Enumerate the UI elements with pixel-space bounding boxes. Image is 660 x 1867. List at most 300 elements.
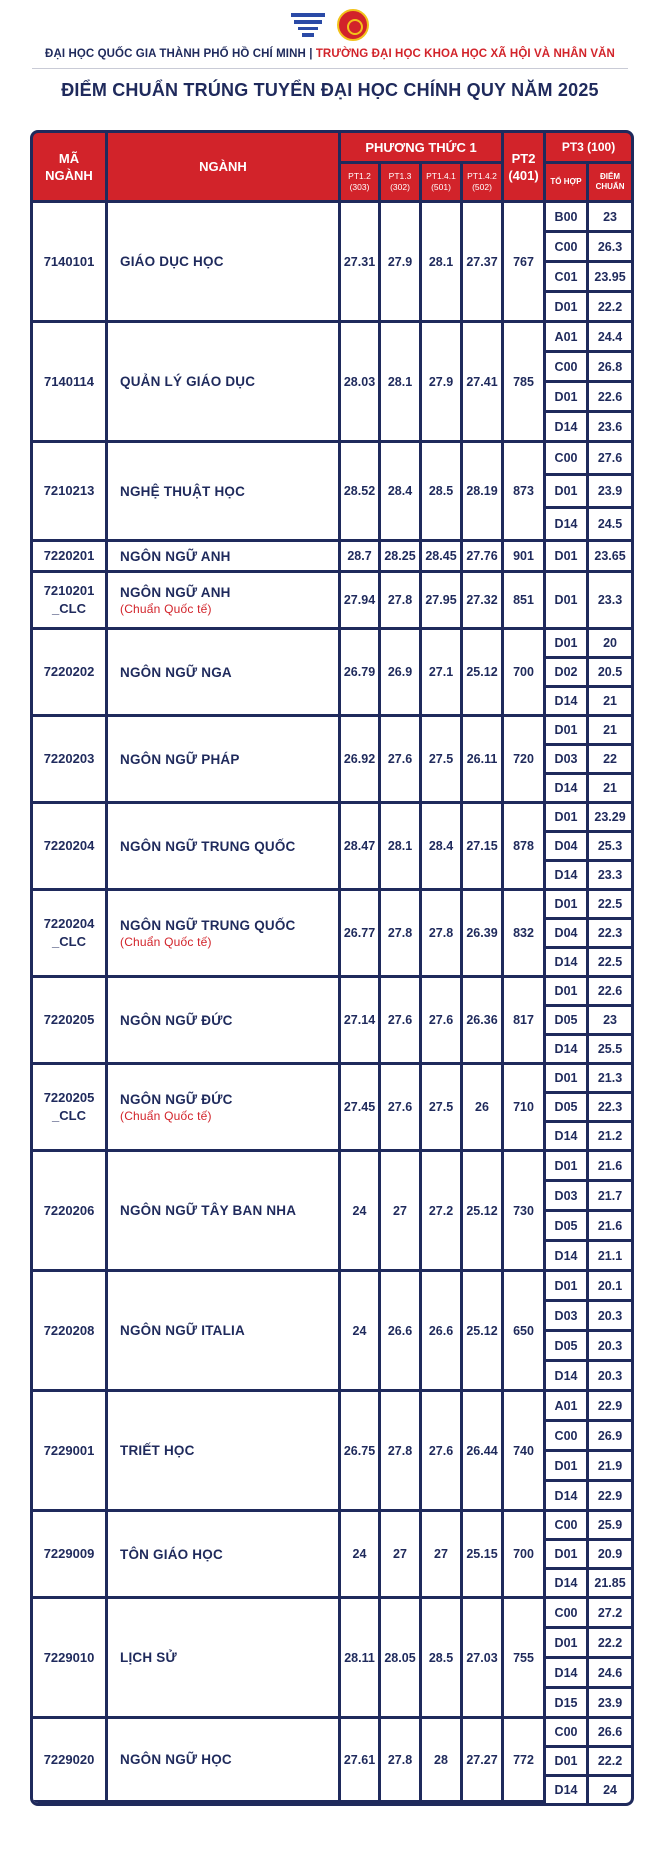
- nganh-cell: [108, 203, 341, 323]
- diem-chuan-cell: 23: [589, 1007, 631, 1036]
- pt13-score: 27.8: [381, 1719, 422, 1803]
- nganh-cell: [108, 891, 341, 978]
- to-hop-cell: D14: [546, 413, 589, 443]
- to-hop-cell: D01: [546, 1629, 589, 1659]
- to-hop-cell: C01: [546, 263, 589, 293]
- ma-nganh-cell: [33, 630, 108, 717]
- pt13-score: 27.6: [381, 1065, 422, 1152]
- ma-nganh-cell: [33, 1719, 108, 1803]
- to-hop-cell: D01: [546, 1065, 589, 1094]
- to-hop-cell: D03: [546, 1182, 589, 1212]
- to-hop-cell: D01: [546, 383, 589, 413]
- pt2-score: 878: [504, 804, 546, 891]
- pt142-score: 27.32: [463, 573, 504, 630]
- nganh-cell: [108, 1599, 341, 1719]
- to-hop-cell: D03: [546, 1302, 589, 1332]
- pt141-score: 28.45: [422, 542, 463, 573]
- pt12-score: 27.31: [341, 203, 381, 323]
- pt141-score: 27.1: [422, 630, 463, 717]
- table-row-sub: [33, 1599, 631, 1629]
- to-hop-cell: D01: [546, 1272, 589, 1302]
- pt2-score: 720: [504, 717, 546, 804]
- nganh-name: NGÔN NGỮ ANH: [120, 548, 231, 564]
- diem-chuan-cell: 22.9: [589, 1482, 631, 1512]
- diem-chuan-cell: 22.2: [589, 1748, 631, 1777]
- ma-nganh-text: 7210201 _CLC: [43, 583, 95, 616]
- pt142-score: 27.41: [463, 323, 504, 443]
- nganh-cell: [108, 1272, 341, 1392]
- nganh-note: (Chuẩn Quốc tế): [120, 1108, 212, 1123]
- header-pt141-line2: (501): [431, 182, 451, 192]
- diem-chuan-cell: 23.3: [589, 573, 631, 630]
- to-hop-cell: C00: [546, 1719, 589, 1748]
- diem-chuan-cell: 23.65: [589, 542, 631, 573]
- pt142-score: 28.19: [463, 443, 504, 542]
- ma-nganh-cell: [33, 978, 108, 1065]
- table-row-sub: [33, 203, 631, 233]
- diem-chuan-cell: 21.9: [589, 1452, 631, 1482]
- diem-chuan-cell: 22.9: [589, 1392, 631, 1422]
- nganh-name: QUẢN LÝ GIÁO DỤC: [120, 374, 256, 389]
- ma-nganh-cell: [33, 804, 108, 891]
- nganh-note: (Chuẩn Quốc tế): [120, 934, 212, 949]
- nganh-name: NGÔN NGỮ PHÁP: [120, 751, 240, 767]
- header-pt3: PT3 (100): [546, 133, 631, 164]
- ma-nganh-cell: [33, 443, 108, 542]
- ma-nganh-text: 7220205: [43, 1012, 95, 1027]
- school-name: TRƯỜNG ĐẠI HỌC KHOA HỌC XÃ HỘI VÀ NHÂN VĂN: [315, 48, 615, 60]
- to-hop-cell: D05: [546, 1094, 589, 1123]
- header-pt13: [381, 164, 422, 203]
- nganh-cell: [108, 443, 341, 542]
- pt12-score: 26.92: [341, 717, 381, 804]
- table-row-sub: [33, 1152, 631, 1182]
- header-diem-line1: ĐIỂM: [600, 172, 621, 181]
- diem-chuan-cell: 22.2: [589, 293, 631, 323]
- to-hop-cell: D04: [546, 833, 589, 862]
- table-row-sub: [33, 891, 631, 920]
- ma-nganh-cell: [33, 1065, 108, 1152]
- pt141-score: 27.2: [422, 1152, 463, 1272]
- ma-nganh-text: 7220205 _CLC: [43, 1090, 95, 1123]
- to-hop-cell: D01: [546, 1452, 589, 1482]
- header-pt2: [504, 133, 546, 203]
- score-table-wrapper: [30, 130, 634, 1806]
- to-hop-cell: D14: [546, 775, 589, 804]
- diem-chuan-cell: 23.9: [589, 476, 631, 509]
- to-hop-cell: D14: [546, 1570, 589, 1599]
- pt141-score: 27: [422, 1512, 463, 1599]
- nganh-name: NGÔN NGỮ TRUNG QUỐC: [120, 838, 296, 854]
- nganh-cell: [108, 323, 341, 443]
- ma-nganh-cell: [33, 1272, 108, 1392]
- to-hop-cell: D01: [546, 476, 589, 509]
- pt141-score: 28.5: [422, 443, 463, 542]
- logo-bar: [0, 8, 660, 42]
- to-hop-cell: D01: [546, 1748, 589, 1777]
- ma-nganh-cell: [33, 573, 108, 630]
- nganh-note: (Chuẩn Quốc tế): [120, 601, 212, 616]
- pt2-score: 785: [504, 323, 546, 443]
- pt142-score: 26.36: [463, 978, 504, 1065]
- to-hop-cell: D04: [546, 920, 589, 949]
- to-hop-cell: D14: [546, 1123, 589, 1152]
- diem-chuan-cell: 22.2: [589, 1629, 631, 1659]
- pt2-score: 817: [504, 978, 546, 1065]
- pt142-score: 27.37: [463, 203, 504, 323]
- pt12-score: 24: [341, 1272, 381, 1392]
- diem-chuan-cell: 21: [589, 717, 631, 746]
- ussh-seal-icon: [337, 9, 369, 41]
- pt142-score: 25.12: [463, 1152, 504, 1272]
- nganh-cell: [108, 1512, 341, 1599]
- pt13-score: 28.1: [381, 323, 422, 443]
- pt13-score: 28.4: [381, 443, 422, 542]
- header-pt12-line1: PT1.2: [348, 171, 371, 181]
- header-pt2-line2: (401): [508, 167, 539, 183]
- pt142-score: 25.15: [463, 1512, 504, 1599]
- diem-chuan-cell: 25.5: [589, 1036, 631, 1065]
- diem-chuan-cell: 22.3: [589, 920, 631, 949]
- pt141-score: 28.4: [422, 804, 463, 891]
- to-hop-cell: C00: [546, 1422, 589, 1452]
- table-row-sub: [33, 717, 631, 746]
- pt141-score: 27.8: [422, 891, 463, 978]
- pt13-score: 27.8: [381, 891, 422, 978]
- nganh-name: NGÔN NGỮ TRUNG QUỐC: [120, 917, 296, 933]
- nganh-name: TRIẾT HỌC: [120, 1443, 195, 1458]
- ma-nganh-text: 7220203: [43, 751, 95, 766]
- table-row-sub: [33, 630, 631, 659]
- table-row-sub: [33, 1719, 631, 1748]
- nganh-cell: [108, 717, 341, 804]
- pt141-score: 27.95: [422, 573, 463, 630]
- diem-chuan-cell: 22.6: [589, 978, 631, 1007]
- nganh-name: NGÔN NGỮ ĐỨC: [120, 1012, 233, 1028]
- pt2-score: 851: [504, 573, 546, 630]
- to-hop-cell: D14: [546, 1777, 589, 1803]
- to-hop-cell: D15: [546, 1689, 589, 1719]
- pt12-score: 28.03: [341, 323, 381, 443]
- header-diem-chuan: [589, 164, 631, 203]
- pt141-score: 28.5: [422, 1599, 463, 1719]
- pt13-score: 27.8: [381, 573, 422, 630]
- nganh-name: LỊCH SỬ: [120, 1650, 177, 1665]
- pt142-score: 27.27: [463, 1719, 504, 1803]
- pt13-score: 27: [381, 1512, 422, 1599]
- pt2-score: 832: [504, 891, 546, 978]
- pt141-score: 27.5: [422, 717, 463, 804]
- diem-chuan-cell: 21.3: [589, 1065, 631, 1094]
- pt2-score: 700: [504, 630, 546, 717]
- nganh-name: GIÁO DỤC HỌC: [120, 254, 224, 269]
- table-row-sub: [33, 323, 631, 353]
- ma-nganh-cell: [33, 542, 108, 573]
- pt2-score: 901: [504, 542, 546, 573]
- pt2-score: 650: [504, 1272, 546, 1392]
- to-hop-cell: D14: [546, 1482, 589, 1512]
- nganh-cell: [108, 542, 341, 573]
- ma-nganh-cell: [33, 891, 108, 978]
- diem-chuan-cell: 24.5: [589, 509, 631, 542]
- header-separator: |: [309, 48, 313, 60]
- ma-nganh-text: 7220202: [43, 664, 95, 679]
- ma-nganh-cell: [33, 203, 108, 323]
- ma-nganh-cell: [33, 1152, 108, 1272]
- to-hop-cell: D01: [546, 891, 589, 920]
- pt12-score: 27.94: [341, 573, 381, 630]
- pt142-score: 26.11: [463, 717, 504, 804]
- diem-chuan-cell: 27.2: [589, 1599, 631, 1629]
- ma-nganh-text: 7210213: [43, 483, 95, 498]
- pt13-score: 27: [381, 1152, 422, 1272]
- pt13-score: 27.9: [381, 203, 422, 323]
- university-name: ĐẠI HỌC QUỐC GIA THÀNH PHỐ HỒ CHÍ MINH: [45, 48, 306, 60]
- ma-nganh-text: 7140101: [43, 253, 95, 269]
- to-hop-cell: D14: [546, 862, 589, 891]
- vnu-logo-icon: [291, 13, 325, 37]
- to-hop-cell: D01: [546, 804, 589, 833]
- to-hop-cell: D01: [546, 293, 589, 323]
- ma-nganh-text: 7229001: [43, 1442, 95, 1458]
- page-title: ĐIỂM CHUẨN TRÚNG TUYỂN ĐẠI HỌC CHÍNH QUY NĂM 2025: [61, 80, 599, 100]
- header-ma-line1: MÃ: [58, 150, 80, 166]
- ma-nganh-cell: [33, 1512, 108, 1599]
- pt13-score: 27.6: [381, 978, 422, 1065]
- pt142-score: 26.39: [463, 891, 504, 978]
- nganh-cell: [108, 630, 341, 717]
- pt12-score: 28.52: [341, 443, 381, 542]
- pt142-score: 26.44: [463, 1392, 504, 1512]
- diem-chuan-cell: 23.3: [589, 862, 631, 891]
- diem-chuan-cell: 20.5: [589, 659, 631, 688]
- pt13-score: 26.9: [381, 630, 422, 717]
- to-hop-cell: D14: [546, 1362, 589, 1392]
- nganh-cell: [108, 573, 341, 630]
- table-header: [33, 133, 631, 203]
- table-row-sub: [33, 443, 631, 476]
- pt13-score: 28.05: [381, 1599, 422, 1719]
- pt2-score: 755: [504, 1599, 546, 1719]
- to-hop-cell: D01: [546, 717, 589, 746]
- diem-chuan-cell: 20.3: [589, 1362, 631, 1392]
- diem-chuan-cell: 26.8: [589, 353, 631, 383]
- nganh-name: NGÔN NGỮ HỌC: [120, 1752, 232, 1767]
- diem-chuan-cell: 20.9: [589, 1541, 631, 1570]
- table-row-sub: [33, 1392, 631, 1422]
- to-hop-cell: D14: [546, 1659, 589, 1689]
- ma-nganh-text: 7229010: [43, 1649, 95, 1665]
- pt2-score: 873: [504, 443, 546, 542]
- diem-chuan-cell: 27.6: [589, 443, 631, 476]
- to-hop-cell: D05: [546, 1007, 589, 1036]
- pt12-score: 27.14: [341, 978, 381, 1065]
- diem-chuan-cell: 20.3: [589, 1332, 631, 1362]
- to-hop-cell: B00: [546, 203, 589, 233]
- header-pt13-line2: (302): [390, 182, 410, 192]
- pt13-score: 28.25: [381, 542, 422, 573]
- ma-nganh-text: 7229009: [43, 1546, 95, 1561]
- nganh-cell: [108, 804, 341, 891]
- diem-chuan-cell: 21.85: [589, 1570, 631, 1599]
- table-row-sub: [33, 1065, 631, 1094]
- diem-chuan-cell: 21.6: [589, 1212, 631, 1242]
- ma-nganh-text: 7140114: [44, 373, 94, 389]
- to-hop-cell: D01: [546, 1541, 589, 1570]
- diem-chuan-cell: 23.9: [589, 1689, 631, 1719]
- to-hop-cell: A01: [546, 1392, 589, 1422]
- pt2-score: 740: [504, 1392, 546, 1512]
- diem-chuan-cell: 24: [589, 1777, 631, 1803]
- diem-chuan-cell: 22.5: [589, 949, 631, 978]
- table-row-sub: [33, 1272, 631, 1302]
- to-hop-cell: C00: [546, 443, 589, 476]
- diem-chuan-cell: 22.5: [589, 891, 631, 920]
- ma-nganh-text: 7220208: [43, 1322, 95, 1338]
- pt12-score: 28.7: [341, 542, 381, 573]
- to-hop-cell: D02: [546, 659, 589, 688]
- pt12-score: 24: [341, 1152, 381, 1272]
- pt141-score: 28.1: [422, 203, 463, 323]
- ma-nganh-cell: [33, 1392, 108, 1512]
- to-hop-cell: D14: [546, 688, 589, 717]
- pt141-score: 27.5: [422, 1065, 463, 1152]
- header-pt142-line1: PT1.4.2: [467, 171, 497, 181]
- diem-chuan-cell: 23.95: [589, 263, 631, 293]
- ma-nganh-text: 7220204 _CLC: [43, 916, 95, 949]
- pt13-score: 26.6: [381, 1272, 422, 1392]
- pt13-score: 28.1: [381, 804, 422, 891]
- diem-chuan-cell: 20.1: [589, 1272, 631, 1302]
- to-hop-cell: D05: [546, 1332, 589, 1362]
- pt142-score: 27.15: [463, 804, 504, 891]
- to-hop-cell: C00: [546, 1512, 589, 1541]
- pt12-score: 26.77: [341, 891, 381, 978]
- diem-chuan-cell: 25.9: [589, 1512, 631, 1541]
- nganh-name: NGÔN NGỮ ITALIA: [120, 1323, 245, 1338]
- table-row-sub: [33, 804, 631, 833]
- to-hop-cell: D01: [546, 630, 589, 659]
- header-to-hop: TỔ HỢP: [546, 164, 589, 203]
- pt141-score: 27.9: [422, 323, 463, 443]
- to-hop-cell: D14: [546, 1036, 589, 1065]
- nganh-name: NGÔN NGỮ ĐỨC: [120, 1091, 233, 1107]
- to-hop-cell: D01: [546, 542, 589, 573]
- nganh-cell: [108, 1719, 341, 1803]
- pt12-score: 24: [341, 1512, 381, 1599]
- diem-chuan-cell: 23: [589, 203, 631, 233]
- header-pt13-line1: PT1.3: [388, 171, 412, 181]
- header-pt2-line1: PT2: [511, 150, 536, 166]
- nganh-cell: [108, 1392, 341, 1512]
- header-divider: [32, 68, 628, 69]
- table-row-sub: [33, 573, 631, 630]
- pt2-score: 767: [504, 203, 546, 323]
- table-body: [33, 203, 631, 1803]
- pt141-score: 27.6: [422, 1392, 463, 1512]
- diem-chuan-cell: 26.6: [589, 1719, 631, 1748]
- university-line: [0, 48, 660, 60]
- pt13-score: 27.6: [381, 717, 422, 804]
- header-pt141-line1: PT1.4.1: [426, 171, 456, 181]
- nganh-name: NGÔN NGỮ TÂY BAN NHA: [120, 1203, 297, 1218]
- pt2-score: 730: [504, 1152, 546, 1272]
- to-hop-cell: D03: [546, 746, 589, 775]
- to-hop-cell: C00: [546, 1599, 589, 1629]
- diem-chuan-cell: 21: [589, 688, 631, 717]
- nganh-name: NGÔN NGỮ ANH: [120, 584, 231, 600]
- diem-chuan-cell: 20: [589, 630, 631, 659]
- diem-chuan-cell: 23.6: [589, 413, 631, 443]
- ma-nganh-text: 7220204: [43, 838, 95, 853]
- pt12-score: 26.79: [341, 630, 381, 717]
- diem-chuan-cell: 26.3: [589, 233, 631, 263]
- to-hop-cell: A01: [546, 323, 589, 353]
- diem-chuan-cell: 26.9: [589, 1422, 631, 1452]
- ma-nganh-text: 7229020: [43, 1751, 95, 1767]
- diem-chuan-cell: 23.29: [589, 804, 631, 833]
- diem-chuan-cell: 24.6: [589, 1659, 631, 1689]
- diem-chuan-cell: 25.3: [589, 833, 631, 862]
- to-hop-cell: D01: [546, 573, 589, 630]
- to-hop-cell: D14: [546, 949, 589, 978]
- ma-nganh-text: 7220206: [43, 1202, 95, 1218]
- pt12-score: 26.75: [341, 1392, 381, 1512]
- diem-chuan-cell: 22: [589, 746, 631, 775]
- nganh-name: NGHỆ THUẬT HỌC: [120, 483, 246, 499]
- nganh-name: TÔN GIÁO HỌC: [120, 1546, 223, 1562]
- diem-chuan-cell: 22.6: [589, 383, 631, 413]
- header-pt12: [341, 164, 381, 203]
- pt2-score: 710: [504, 1065, 546, 1152]
- pt142-score: 27.03: [463, 1599, 504, 1719]
- page-header: [0, 0, 660, 125]
- diem-chuan-cell: 24.4: [589, 323, 631, 353]
- pt142-score: 27.76: [463, 542, 504, 573]
- pt12-score: 27.45: [341, 1065, 381, 1152]
- to-hop-cell: D01: [546, 978, 589, 1007]
- to-hop-cell: D05: [546, 1212, 589, 1242]
- ma-nganh-text: 7220201: [43, 548, 95, 563]
- nganh-name: NGÔN NGỮ NGA: [120, 664, 232, 680]
- pt141-score: 28: [422, 1719, 463, 1803]
- diem-chuan-cell: 20.3: [589, 1302, 631, 1332]
- to-hop-cell: D01: [546, 1152, 589, 1182]
- pt2-score: 772: [504, 1719, 546, 1803]
- table-row-sub: [33, 978, 631, 1007]
- header-pt141: [422, 164, 463, 203]
- pt141-score: 26.6: [422, 1272, 463, 1392]
- header-pt1: PHƯƠNG THỨC 1: [341, 133, 504, 164]
- pt12-score: 28.47: [341, 804, 381, 891]
- to-hop-cell: D14: [546, 509, 589, 542]
- header-pt142: [463, 164, 504, 203]
- pt141-score: 27.6: [422, 978, 463, 1065]
- table-row-sub: [33, 1512, 631, 1541]
- table-row-sub: [33, 542, 631, 573]
- header-diem-line2: CHUẨN: [595, 182, 625, 191]
- header-ma-nganh: [33, 133, 108, 203]
- pt12-score: 27.61: [341, 1719, 381, 1803]
- diem-chuan-cell: 21.7: [589, 1182, 631, 1212]
- pt12-score: 28.11: [341, 1599, 381, 1719]
- nganh-cell: [108, 1065, 341, 1152]
- header-pt142-line2: (502): [472, 182, 492, 192]
- pt142-score: 25.12: [463, 630, 504, 717]
- pt2-score: 700: [504, 1512, 546, 1599]
- pt142-score: 26: [463, 1065, 504, 1152]
- header-pt12-line2: (303): [349, 182, 370, 192]
